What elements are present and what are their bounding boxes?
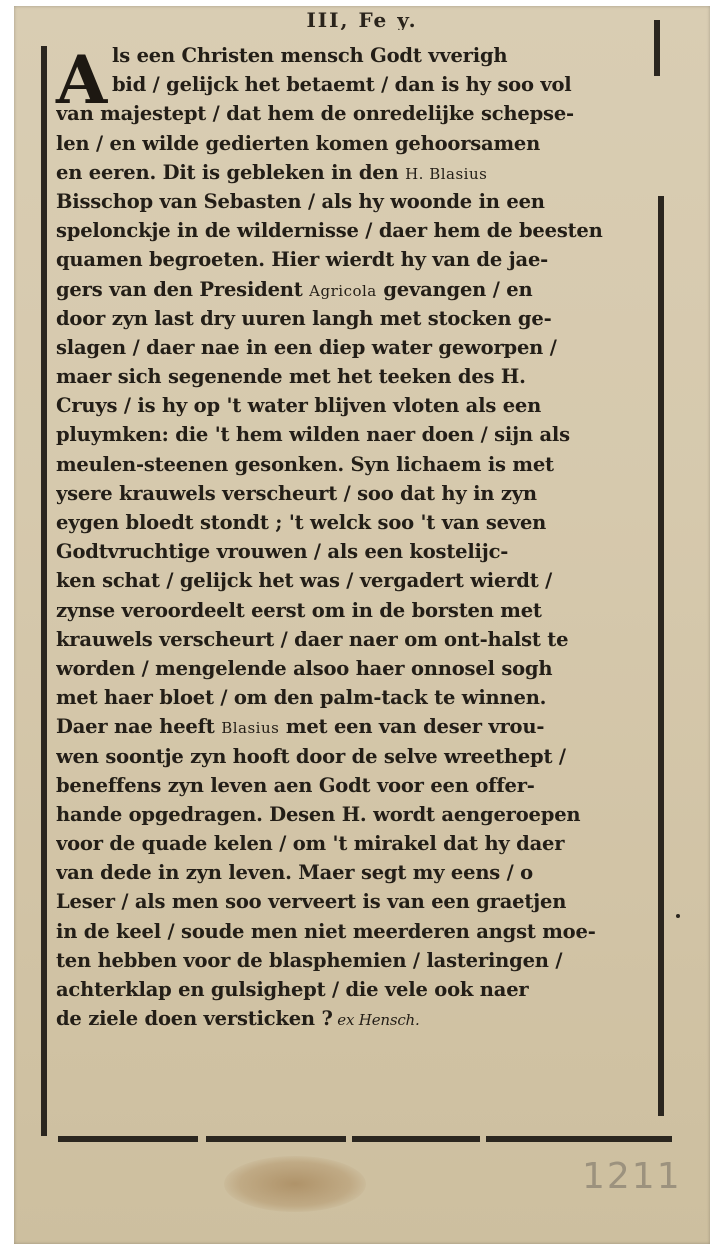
drop-cap: A xyxy=(56,41,108,119)
body-text xyxy=(56,41,656,1036)
frame-rule-bottom xyxy=(486,1136,672,1142)
text-line: Bisschop van Sebasten / als hy woonde in een xyxy=(56,189,545,213)
ink-dot xyxy=(676,914,680,918)
page-header: III, Fe y. xyxy=(306,8,418,30)
frame-rule-bottom xyxy=(206,1136,346,1142)
text-line: Daer nae heeft Blasius met een van deser vrou- xyxy=(56,715,545,739)
text-line: meulen-steenen gesonken. Syn lichaem is met xyxy=(56,452,554,476)
text-line: worden / mengelende alsoo haer onnosel sogh xyxy=(56,656,553,680)
text-line: en eeren. Dit is gebleken in den H. Blasius xyxy=(56,160,488,184)
frame-rule-left xyxy=(41,46,47,1136)
text-line: pluymken: die 't hem wilden naer doen / sijn als xyxy=(56,423,570,447)
text-line: ten hebben voor de blasphemien / lasteringen / xyxy=(56,948,563,972)
text-line: eygen bloedt stondt ; 't welck soo 't van seven xyxy=(56,511,547,534)
text-line: in de keel / soude men niet meerderen angst moe- xyxy=(56,919,596,943)
paper-stain xyxy=(224,1156,366,1212)
text-line: voor de quade kelen / om 't mirakel dat hy daer xyxy=(56,832,565,856)
text-line: met haer bloet / om den palm-tack te winnen. xyxy=(56,686,547,710)
frame-rule-bottom xyxy=(352,1136,480,1142)
text-line: spelonckje in de wildernisse / daer hem de beesten xyxy=(56,219,603,243)
frame-rule-right xyxy=(658,196,664,1116)
text-line: van majestept / dat hem de onredelijke schepse- xyxy=(56,102,574,126)
archive-number: 1211 xyxy=(582,1156,682,1197)
text-line: hande opgedragen. Desen H. wordt aengeroepen xyxy=(56,802,581,826)
text-line: door zyn last dry uuren langh met stocken ge- xyxy=(56,306,552,330)
text-line: van dede in zyn leven. Maer segt my eens / o xyxy=(56,861,533,885)
text-line: ls een Christen mensch Godt vverigh xyxy=(112,44,508,67)
text-line: krauwels verscheurt / daer naer om ont-halst te xyxy=(56,627,569,651)
text-line: zynse veroordeelt eerst om in de borsten met xyxy=(56,598,542,622)
source-note: ex Hensch. xyxy=(332,1011,420,1030)
frame-rule-bottom xyxy=(58,1136,198,1142)
text-line: ken schat / gelijck het was / vergadert wierdt / xyxy=(56,569,553,593)
text-lines xyxy=(56,41,656,1036)
text-line: gers van den President Agricola gevangen / en xyxy=(56,277,533,301)
text-line: maer sich segenende met het teeken des H. xyxy=(56,365,526,389)
text-line: beneffens zyn leven aen Godt voor een offer- xyxy=(56,773,535,797)
text-line: de ziele doen versticken ? ex Hensch. xyxy=(56,1007,420,1031)
text-line: wen soontje zyn hooft door de selve wreethept / xyxy=(56,744,566,768)
text-line: bid / gelijck het betaemt / dan is hy soo vol xyxy=(112,73,572,97)
text-line: Leser / als men soo verveert is van een graetjen xyxy=(56,890,567,914)
text-line: quamen begroeten. Hier wierdt hy van de jae- xyxy=(56,248,549,272)
text-line: len / en wilde gedierten komen gehoorsamen xyxy=(56,131,541,155)
text-line: Godtvruchtige vrouwen / als een kostelijc- xyxy=(56,540,509,564)
text-line: achterklap en gulsighept / die vele ook naer xyxy=(56,978,529,1001)
text-line: Cruys / is hy op 't water blijven vloten als een xyxy=(56,394,542,418)
text-line: ysere krauwels verscheurt / soo dat hy in zyn xyxy=(56,481,537,505)
document-page xyxy=(14,6,710,1244)
text-line: slagen / daer nae in een diep water geworpen / xyxy=(56,335,557,359)
